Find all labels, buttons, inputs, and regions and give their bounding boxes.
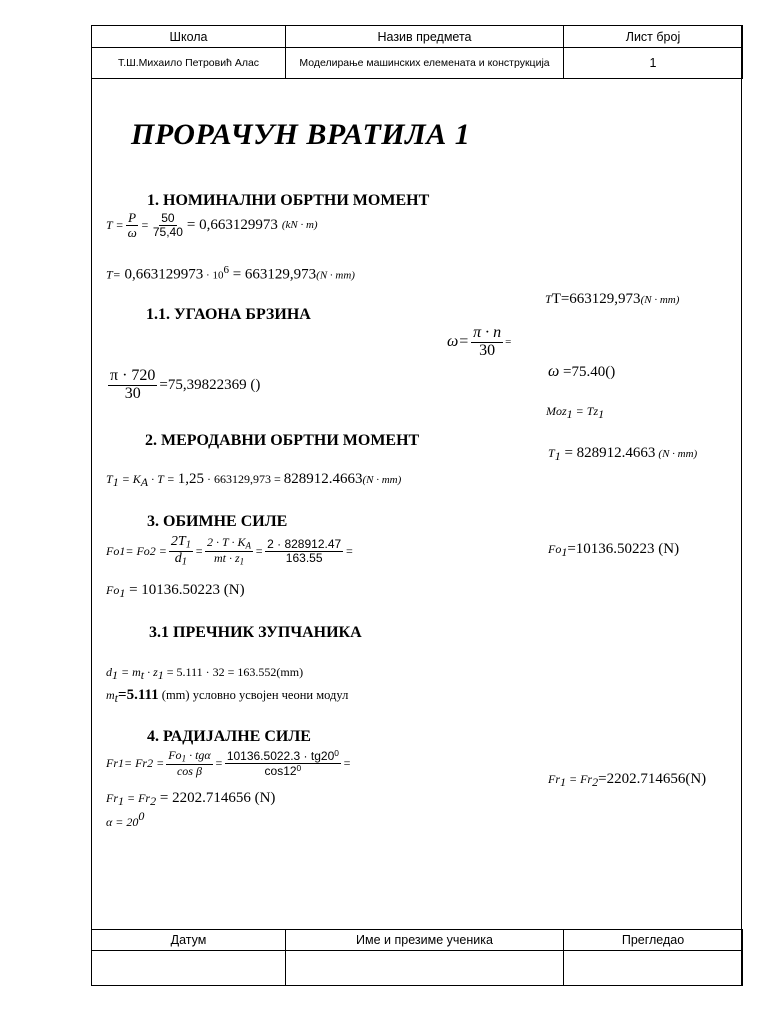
footer-student-value: [286, 951, 564, 986]
header-sheet-value: 1: [564, 48, 743, 79]
side-torque: [545, 290, 679, 308]
footer-student-label: Име и презиме ученика: [286, 930, 564, 951]
fr-symbol: Fr: [106, 755, 118, 770]
result-radial-force: [106, 789, 275, 809]
header-sheet-label: Лист број: [564, 26, 743, 48]
side-value: =10136.50223 (N): [567, 541, 680, 557]
moz-rest: = Tz: [572, 404, 599, 418]
denominator: 30: [479, 341, 496, 359]
numerator: 2T: [170, 534, 186, 549]
footer-date-label: Датум: [92, 930, 286, 951]
fr-symbol: Fr: [106, 791, 118, 805]
side-design-torque: [548, 444, 697, 464]
subscript: 1: [181, 556, 188, 568]
subscript-t: t: [140, 668, 145, 682]
fraction-calc: [265, 538, 343, 564]
formula-omega-calc: [106, 368, 260, 403]
denominator: 75,40: [152, 224, 183, 239]
value: 0,663129973: [120, 266, 204, 283]
fo-symbol: Fo: [106, 543, 120, 558]
numerator: π · 720: [110, 367, 156, 384]
fraction-pi-720: [108, 368, 157, 403]
subscript-a: A: [140, 475, 149, 489]
side-t-symbol: T: [545, 292, 552, 306]
subscript-2: 2: [147, 755, 154, 770]
subscript: 1: [181, 753, 187, 764]
section-1-1-heading: 1.1. УГАОНА БРЗИНА: [146, 306, 311, 323]
denominator: ω: [127, 224, 137, 240]
unit: (N · mm): [362, 474, 402, 486]
section-2-heading: 2. МЕРОДАВНИ ОБРТНИ МОМЕНТ: [145, 432, 420, 449]
side-peripheral-force: [548, 540, 679, 560]
side-unit: (N · mm): [658, 448, 698, 460]
formula-lhs: T=: [106, 267, 121, 282]
subscript: 1: [566, 407, 573, 421]
result: =75,39822369 (): [159, 376, 261, 393]
side-omega-value: =75.40(): [559, 364, 616, 380]
side-unit: (N · mm): [640, 294, 680, 306]
formula-peripheral-force: Fo 1 = Fo 2 = $\frac{2T_1}{d_1}$ = $\frac{2 \cdot T \cdot K_A}{mt \cdot z_1}$ = $\frac{2 \cdot 828912.47}{163.55}$ =: [106, 534, 354, 568]
section-4-heading: 4. РАДИЈАЛНЕ СИЛЕ: [147, 728, 311, 745]
result: = 2202.714656 (N): [156, 790, 276, 806]
side-fo-symbol: Fo: [548, 542, 562, 556]
d-symbol: d: [106, 665, 112, 679]
side-t-symbol: T: [548, 446, 555, 460]
fr-eq: = Fr: [124, 755, 148, 770]
numerator: 50: [161, 211, 175, 226]
result: 828912.4663: [283, 471, 363, 487]
degree: 0: [296, 762, 302, 773]
subscript: 1: [560, 775, 566, 789]
footer-table: [91, 929, 743, 986]
fraction-pi-n: [471, 325, 503, 360]
section-3-1-heading: 3.1 ПРЕЧНИК ЗУПЧАНИКА: [149, 624, 362, 641]
result: = 663129,973: [228, 266, 317, 283]
subscript: 1: [119, 586, 126, 600]
subscript-a: A: [245, 540, 252, 551]
fo-symbol: Fo: [106, 583, 120, 597]
formula-pitch-diameter: [106, 663, 303, 683]
formula-torque-1: [106, 211, 318, 239]
subscript-t: t: [114, 691, 119, 705]
formula-torque-2: [106, 264, 355, 284]
m-symbol: = m: [118, 665, 141, 679]
module-value: =5.111: [118, 687, 159, 703]
numerator: 2 · T · K: [207, 534, 246, 549]
footer-date-value: [92, 951, 286, 986]
numerator: 2 · 828912.47: [267, 537, 342, 552]
footer-reviewer-value: [564, 951, 743, 986]
degree: 0: [138, 809, 145, 823]
torque-value: · 663129,973 =: [203, 472, 284, 486]
equals: =: [140, 217, 149, 232]
side-fr-eq: = Fr: [566, 772, 593, 786]
unit: (N · mm): [316, 269, 355, 282]
formula-design-torque: [106, 470, 401, 490]
section-3-heading: 3. ОБИМНЕ СИЛЕ: [147, 513, 288, 530]
formula-lhs: T =: [106, 217, 124, 232]
header-subject-value: Моделирање машинских елемената и конструкција: [286, 48, 564, 79]
fraction-calc: [225, 749, 341, 778]
header-school-value: Т.Ш.Михаило Петровић Алас: [92, 48, 286, 79]
module-text: (mm) условно усвојен чеони модул: [158, 688, 349, 702]
z-symbol: · z: [144, 665, 158, 679]
moz-symbol: Moz: [546, 404, 567, 418]
denominator: 163.55: [285, 550, 323, 565]
side-radial-force: [548, 770, 706, 790]
subscript: 1: [239, 555, 245, 566]
subscript: 1: [598, 407, 605, 421]
result: = 10136.50223 (N): [125, 582, 245, 598]
fraction-50-75: [151, 212, 185, 238]
side-value: =2202.714656(N): [598, 771, 707, 787]
formula-radial-force: Fr 1 = Fr 2 = $\frac{Fo_1 \cdot tg\alpha}{\text{cos β}}$ = $\frac{10136.5022.3 \cdot tg20^0}{\cos 12^0}$ =: [106, 748, 352, 778]
alpha-value: α = 20: [106, 815, 139, 829]
fraction-2t-d: [169, 535, 193, 567]
multiplier: · 10: [203, 269, 224, 282]
fraction-p-omega: [126, 211, 139, 239]
footer-reviewer-label: Прегледао: [564, 930, 743, 951]
fr-eq: = Fr: [124, 791, 151, 805]
numerator: Fo: [168, 748, 182, 763]
subscript-2: 2: [592, 775, 599, 789]
side-value: T=663129,973: [551, 291, 641, 307]
denominator: mt · z: [213, 550, 240, 565]
denominator: cos β: [176, 763, 202, 778]
subscript: 1: [118, 755, 124, 770]
k-symbol: = K: [118, 472, 141, 486]
page-frame: [91, 25, 742, 986]
m-symbol: m: [106, 688, 115, 702]
degree: 0: [334, 748, 339, 758]
numerator-rest: · tgα: [186, 748, 211, 763]
alpha-angle: [106, 809, 144, 831]
header-subject-label: Назив предмета: [286, 26, 564, 48]
formula-mid: · T =: [148, 472, 178, 486]
numerator: P: [128, 210, 137, 225]
subscript: 1: [112, 475, 119, 489]
header-table: [91, 25, 743, 79]
subscript: 1: [119, 543, 126, 558]
fraction-fo-tg: [166, 749, 212, 777]
result-peripheral-force: [106, 581, 245, 601]
exponent: 6: [223, 264, 229, 276]
module-note: [106, 686, 348, 706]
calc: = 5.111 · 32 = 163.552(mm): [163, 665, 304, 679]
numerator: π · n: [473, 324, 502, 341]
subscript: 1: [561, 545, 568, 559]
side-omega-symbol: ω: [548, 363, 560, 380]
header-school-label: Школа: [92, 26, 286, 48]
unit: (kN · m): [281, 219, 318, 232]
result: = 0,663129973: [186, 216, 278, 233]
subscript: 1: [554, 449, 561, 463]
side-fr-symbol: Fr: [548, 772, 560, 786]
section-1-heading: 1. НОМИНАЛНИ ОБРТНИ МОМЕНТ: [147, 192, 430, 209]
side-omega: [548, 363, 615, 381]
t-symbol: T: [106, 472, 113, 486]
fraction-2tka: [205, 536, 253, 566]
omega-lhs: ω=: [447, 333, 470, 351]
fo-eq: = Fo: [125, 543, 150, 558]
equals: =: [505, 336, 512, 349]
subscript: 1: [112, 668, 118, 682]
side-value: = 828912.4663: [560, 445, 656, 461]
denominator: 30: [124, 384, 141, 402]
side-moz: [546, 402, 604, 422]
denominator: cos12: [264, 763, 297, 778]
subscript: 1: [118, 794, 124, 808]
subscript: 1: [157, 668, 164, 682]
formula-omega: [447, 325, 511, 360]
denominator: d: [174, 550, 182, 566]
ka-value: 1,25: [177, 471, 204, 487]
subscript: 1: [185, 539, 191, 551]
subscript-2: 2: [150, 794, 157, 808]
page-title: ПРОРАЧУН ВРАТИЛА 1: [131, 118, 471, 151]
numerator: 10136.5022.3 · tg20: [226, 749, 335, 764]
subscript-2: 2: [149, 543, 156, 558]
